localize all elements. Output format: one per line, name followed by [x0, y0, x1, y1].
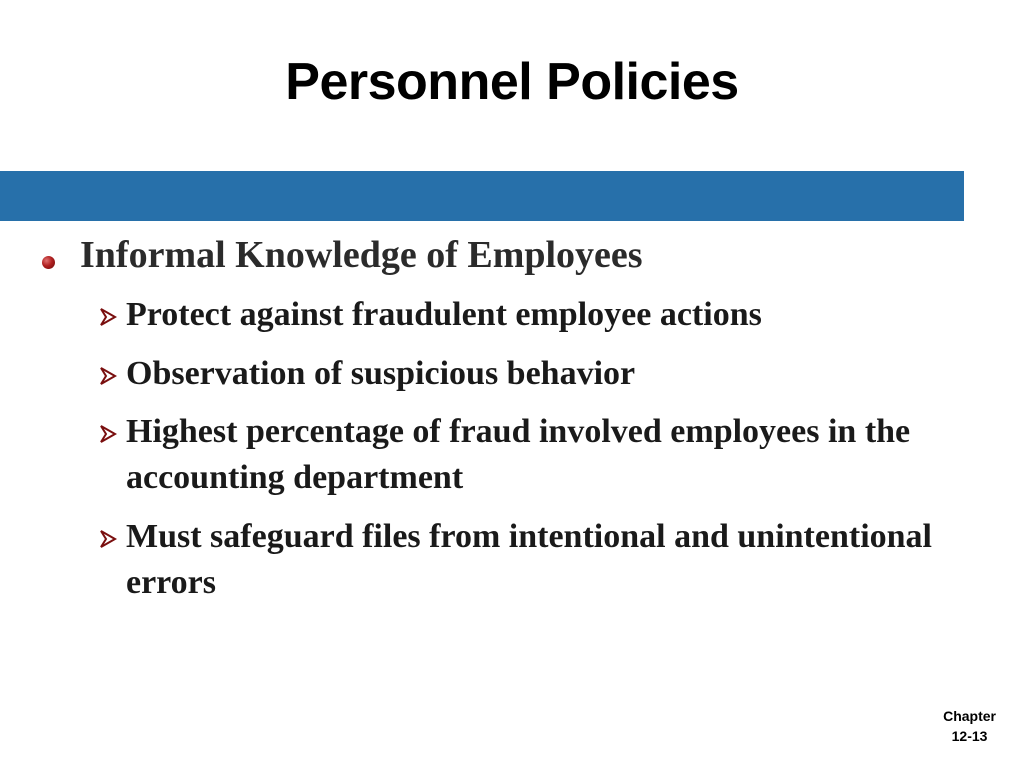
footer-chapter-label: Chapter	[943, 708, 996, 724]
slide-title: Personnel Policies	[285, 53, 739, 111]
arrow-bullet-icon	[96, 422, 120, 446]
sub-bullet-text: Protect against fraudulent employee actions	[126, 296, 762, 333]
main-bullet-text: Informal Knowledge of Employees	[80, 234, 643, 276]
bullet-dot-icon	[42, 256, 55, 269]
arrow-bullet-icon	[96, 527, 120, 551]
arrow-bullet-icon	[96, 305, 120, 329]
accent-band	[0, 171, 964, 221]
chapter-footer	[943, 706, 996, 746]
sub-bullet-text: Highest percentage of fraud involved employees in the accounting department	[126, 413, 911, 496]
sub-bullet-text: Must safeguard files from intentional and unintentional errors	[126, 518, 933, 601]
arrow-bullet-icon	[96, 364, 120, 388]
sub-bullet-text: Observation of suspicious behavior	[126, 355, 636, 392]
footer-slide-number: 12-13	[951, 728, 988, 744]
